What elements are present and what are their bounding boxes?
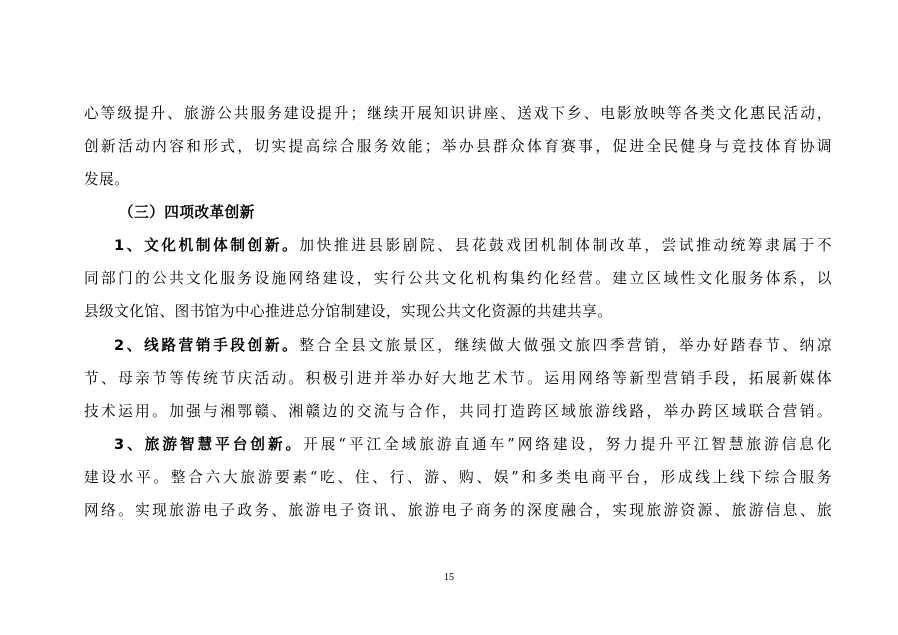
- paragraph-line: 发展。: [84, 171, 130, 188]
- paragraph-line: 县级文化馆、图书馆为中心推进总分馆制建设，实现公共文化资源的共建共享。: [84, 303, 613, 320]
- item-1-text: 加快推进县影剧院、县花鼓戏团机制体制改革，尝试推动统筹隶属于不: [299, 237, 832, 254]
- page-number: 15: [444, 572, 454, 583]
- item-3-text: 开展“平江全域旅游直通车”网络建设，努力提升平江智慧旅游信息化: [303, 436, 832, 453]
- item-1-first-line: [114, 234, 832, 258]
- paragraph-line: 创新活动内容和形式，切实提高综合服务效能；举办县群众体育赛事，促进全民健身与竞技体育协调: [84, 138, 832, 155]
- paragraph-line: 同部门的公共文化服务设施网络建设，实行公共文化机构集约化经营。建立区域性文化服务体系，以: [84, 270, 832, 287]
- paragraph-line: 技术运用。加强与湘鄂赣、湘赣边的交流与合作，共同打造跨区域旅游线路，举办跨区域联合营销。: [84, 403, 832, 420]
- paragraph-line: 节、母亲节等传统节庆活动。积极引进并举办好大地艺术节。运用网络等新型营销手段，拓展新媒体: [84, 370, 832, 387]
- item-1-title: 1、文化机制体制创新。: [114, 237, 300, 254]
- paragraph-line: 网络。实现旅游电子政务、旅游电子资讯、旅游电子商务的深度融合，实现旅游资源、旅游信息、旅: [84, 502, 832, 519]
- item-2-first-line: [114, 334, 832, 358]
- item-3-title: 3、旅游智慧平台创新。: [114, 436, 304, 453]
- item-2-title: 2、线路营销手段创新。: [114, 337, 300, 354]
- item-2-text: 整合全县文旅景区，继续做大做强文旅四季营销，举办好踏春节、纳凉: [299, 337, 832, 354]
- paragraph-line: 建设水平。整合六大旅游要素“吃、住、行、游、购、娱”和多类电商平台，形成线上线下综合服务: [84, 469, 832, 486]
- section-heading: （三）四项改革创新: [119, 204, 255, 221]
- paragraph-line: 心等级提升、旅游公共服务建设提升；继续开展知识讲座、送戏下乡、电影放映等各类文化惠民活动，: [84, 105, 832, 122]
- item-3-first-line: [114, 433, 832, 457]
